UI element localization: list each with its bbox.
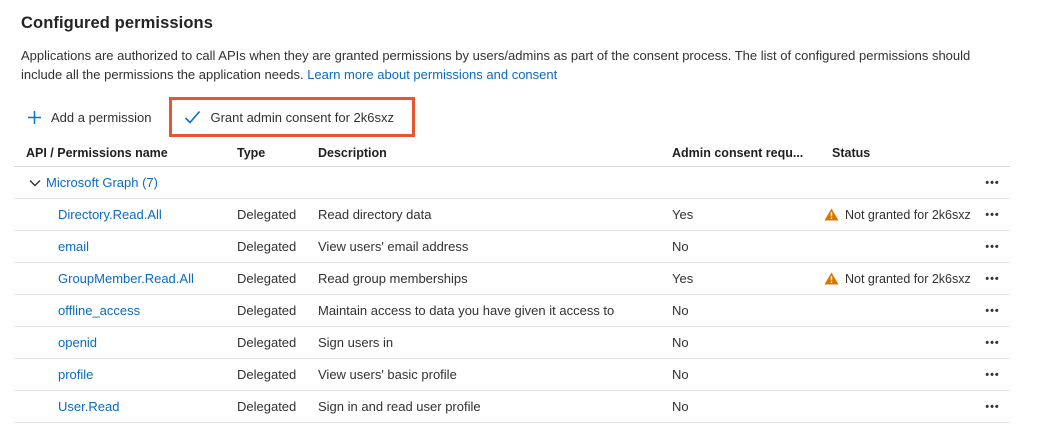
- permission-type: Delegated: [237, 239, 297, 254]
- check-icon: [184, 110, 201, 124]
- row-context-menu-button[interactable]: •••: [981, 336, 1004, 351]
- admin-consent-required-value: No: [672, 367, 689, 382]
- row-context-menu-button[interactable]: •••: [981, 240, 1004, 255]
- status-cell: [824, 208, 975, 222]
- status-cell: [824, 272, 975, 286]
- admin-consent-required-value: Yes: [672, 271, 694, 286]
- permissions-toolbar: [21, 97, 1039, 137]
- plus-icon: [27, 110, 42, 125]
- table-row: [14, 391, 1010, 423]
- permission-name-link[interactable]: User.Read: [58, 399, 120, 414]
- header-description: Description: [318, 146, 387, 160]
- page-title: Configured permissions: [21, 14, 213, 32]
- learn-more-link[interactable]: Learn more about permissions and consent: [307, 67, 558, 82]
- permission-name-link[interactable]: offline_access: [58, 303, 141, 318]
- permission-name-link[interactable]: email: [58, 239, 90, 254]
- permission-description: Read directory data: [318, 207, 432, 222]
- permission-description: Sign in and read user profile: [318, 399, 481, 414]
- table-row: [14, 231, 1010, 263]
- permission-description: View users' email address: [318, 239, 469, 254]
- table-row: [14, 295, 1010, 327]
- annotation-highlight-box: [169, 97, 415, 137]
- permission-type: Delegated: [237, 367, 297, 382]
- admin-consent-required-value: No: [672, 239, 689, 254]
- description-text: [21, 46, 1011, 84]
- row-context-menu-button[interactable]: •••: [981, 208, 1004, 223]
- group-link-microsoft-graph[interactable]: Microsoft Graph (7): [46, 175, 158, 190]
- status-text: Not granted for 2k6sxz: [845, 207, 971, 222]
- admin-consent-required-value: Yes: [672, 207, 694, 222]
- permission-type: Delegated: [237, 335, 297, 350]
- admin-consent-required-value: No: [672, 399, 689, 414]
- permission-type: Delegated: [237, 271, 297, 286]
- table-header-row: [14, 140, 1010, 167]
- row-context-menu-button[interactable]: •••: [981, 304, 1004, 319]
- header-status: Status: [832, 146, 871, 160]
- description-body: Applications are authorized to call APIs when they are granted permissions by users/admins as part of the consent process. The list of configured permissions should include all the permissions the application needs.: [21, 48, 971, 82]
- row-context-menu-button[interactable]: •••: [981, 400, 1004, 415]
- table-row: [14, 263, 1010, 295]
- permission-name-link[interactable]: GroupMember.Read.All: [58, 271, 194, 286]
- admin-consent-required-value: No: [672, 335, 689, 350]
- header-admin-consent: Admin consent requ...: [672, 146, 804, 160]
- status-text: Not granted for 2k6sxz: [845, 271, 971, 286]
- warning-icon: [824, 272, 839, 285]
- header-type: Type: [237, 146, 266, 160]
- table-body: [14, 199, 1010, 423]
- table-row: [14, 359, 1010, 391]
- permission-name-link[interactable]: openid: [58, 335, 98, 350]
- row-context-menu-button[interactable]: •••: [981, 368, 1004, 383]
- grant-admin-consent-button[interactable]: [178, 100, 400, 134]
- permission-description: Maintain access to data you have given it access to: [318, 303, 615, 318]
- permission-description: Sign users in: [318, 335, 394, 350]
- permission-type: Delegated: [237, 303, 297, 318]
- admin-consent-required-value: No: [672, 303, 689, 318]
- group-context-menu-button[interactable]: •••: [981, 176, 1004, 191]
- grant-admin-consent-label: Grant admin consent for 2k6sxz: [210, 109, 394, 125]
- table-group-row-microsoft-graph: [14, 167, 1010, 199]
- header-api-permissions-name: API / Permissions name: [26, 146, 168, 160]
- add-permission-label: Add a permission: [51, 109, 152, 125]
- permission-name-link[interactable]: profile: [58, 367, 94, 382]
- add-permission-button[interactable]: [21, 100, 157, 134]
- permission-type: Delegated: [237, 399, 297, 414]
- chevron-down-icon[interactable]: [29, 175, 41, 190]
- table-row: [14, 199, 1010, 231]
- permission-type: Delegated: [237, 207, 297, 222]
- permission-description: Read group memberships: [318, 271, 468, 286]
- permission-description: View users' basic profile: [318, 367, 457, 382]
- table-row: [14, 327, 1010, 359]
- permissions-table: [14, 140, 1010, 423]
- permission-name-link[interactable]: Directory.Read.All: [58, 207, 162, 222]
- warning-icon: [824, 208, 839, 221]
- row-context-menu-button[interactable]: •••: [981, 272, 1004, 287]
